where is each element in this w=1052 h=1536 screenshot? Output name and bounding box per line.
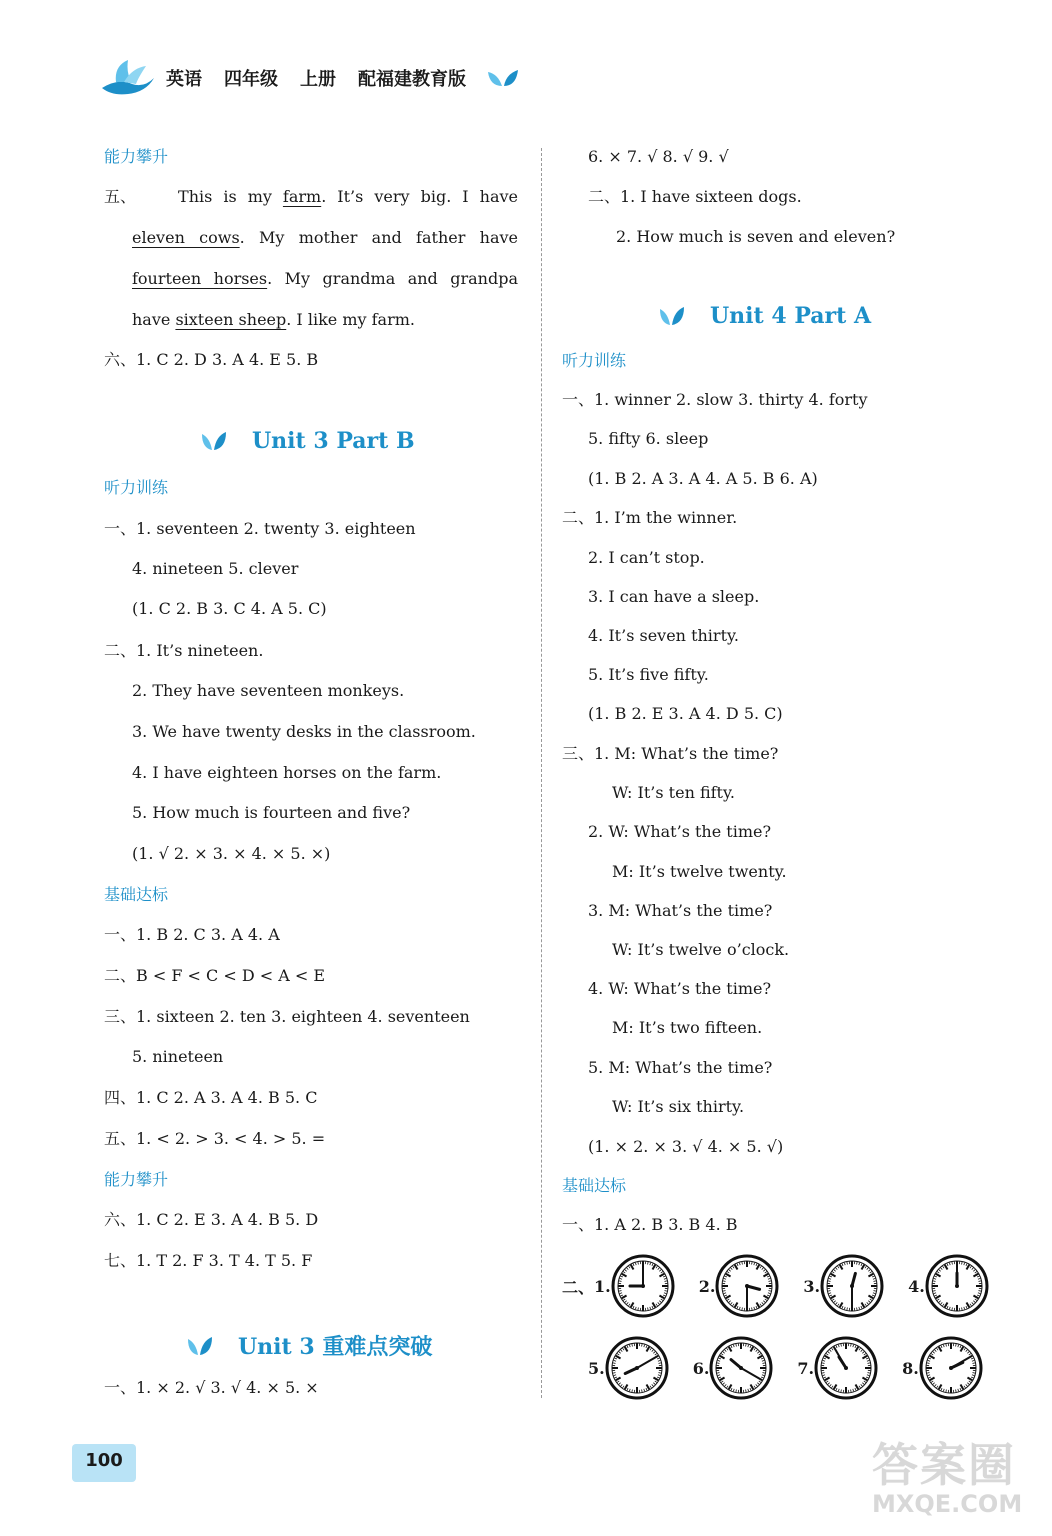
clock-item: 4.: [908, 1254, 989, 1318]
answer-line: 2. How much is seven and eleven?: [616, 227, 896, 246]
clock-tick: [769, 1291, 771, 1292]
clock-row-2: [588, 1336, 991, 1400]
clock-face-icon: [820, 1254, 884, 1318]
clock-tick: [927, 1363, 929, 1364]
clock-tick: [723, 1291, 725, 1292]
clock-tick: [632, 1344, 633, 1346]
clock-tick: [742, 1262, 743, 1264]
answer-line: (1. B 2. E 3. A 4. D 5. C): [588, 704, 783, 723]
answer-line: 6. × 7. √ 8. √ 9. √: [588, 147, 729, 166]
passage-label: 五、: [104, 187, 137, 206]
clock-tick: [613, 1373, 615, 1374]
answer-line: 五、1. < 2. > 3. < 4. > 5. =: [104, 1129, 326, 1148]
answer-line: 一、1. A 2. B 3. B 4. B: [562, 1215, 738, 1234]
answer-line: 三、1. M: What’s the time?: [562, 744, 779, 763]
clock-tick: [868, 1363, 870, 1364]
clock-tick: [927, 1373, 929, 1374]
answer-line: 4. I have eighteen horses on the farm.: [132, 763, 442, 782]
answer-line: 二、1. I’m the winner.: [562, 508, 738, 527]
clock-tick: [763, 1373, 765, 1374]
page-number: 100: [72, 1444, 136, 1482]
answer-line: 七、1. T 2. F 3. T 4. T 5. F: [104, 1251, 313, 1270]
unit-3-part-b-heading: Unit 3 Part B: [200, 428, 415, 454]
clock-tick: [955, 1344, 956, 1346]
clock-tick: [874, 1291, 876, 1292]
answer-line: 二、B < F < C < D < A < E: [104, 966, 326, 985]
clock-item: 2.: [699, 1254, 780, 1318]
section-heading-ability: 能力攀升: [104, 147, 169, 166]
clock-tick: [851, 1344, 852, 1346]
clock-item: 1.: [594, 1254, 675, 1318]
section-heading-ability: 能力攀升: [104, 1170, 169, 1189]
header-subject: 英语: [166, 69, 202, 90]
clock-tick: [647, 1308, 648, 1310]
clock-tick: [828, 1281, 830, 1282]
leaf-icon: [186, 1335, 214, 1357]
clock-face-icon: [709, 1336, 773, 1400]
clock-tick: [638, 1262, 639, 1264]
page-header: [98, 56, 520, 100]
passage-line-4: have sixteen sheep. I like my farm.: [132, 310, 415, 329]
answer-line: 一、1. winner 2. slow 3. thirty 4. forty: [562, 390, 868, 409]
answer-line: 5. fifty 6. sleep: [588, 429, 709, 448]
clock-tick: [961, 1262, 962, 1264]
answer-line: 一、1. B 2. C 3. A 4. A: [104, 925, 280, 944]
passage-line-3: fourteen horses. My grandma and grandpa: [132, 269, 518, 288]
answer-line: 3. We have twenty desks in the classroom.: [132, 722, 476, 741]
passage-line-1: 五、 This is my farm. It’s very big. I have: [104, 187, 518, 206]
answer-line: 一、1. seventeen 2. twenty 3. eighteen: [104, 519, 416, 538]
clock-tick: [933, 1281, 935, 1282]
answer-line: W: It’s ten fifty.: [612, 783, 735, 802]
clock-tick: [746, 1390, 747, 1392]
answer-line: 2. I can’t stop.: [588, 548, 705, 567]
watermark-text: 答案圈: [872, 1438, 1016, 1492]
clock-center: [739, 1366, 743, 1370]
answer-line: (1. B 2. A 3. A 4. A 5. B 6. A): [588, 469, 818, 488]
section-heading-listening: 听力训练: [104, 478, 169, 497]
clock-tick: [857, 1262, 858, 1264]
clock-tick: [874, 1281, 876, 1282]
clock-tick: [955, 1390, 956, 1392]
watermark-url: MXQE.COM: [872, 1490, 1023, 1518]
clock-tick: [632, 1390, 633, 1392]
clock-tick: [851, 1390, 852, 1392]
clock-center: [641, 1284, 645, 1288]
clock-tick: [664, 1281, 666, 1282]
clock-face-icon: [814, 1336, 878, 1400]
answer-line: M: It’s two fifteen.: [612, 1018, 763, 1037]
clock-tick: [946, 1344, 947, 1346]
answer-line: 2. They have seventeen monkeys.: [132, 681, 405, 700]
answer-line: 六、1. C 2. D 3. A 4. E 5. B: [104, 350, 319, 369]
clock-tick: [828, 1291, 830, 1292]
clock-tick: [847, 1308, 848, 1310]
clock-tick: [736, 1390, 737, 1392]
answer-line: 四、1. C 2. A 3. A 4. B 5. C: [104, 1088, 318, 1107]
clock-tick: [717, 1363, 719, 1364]
clock-center: [635, 1366, 639, 1370]
clock-tick: [868, 1373, 870, 1374]
clock-face-icon: [605, 1336, 669, 1400]
clock-tick: [763, 1363, 765, 1364]
clock-tick: [658, 1373, 660, 1374]
clock-face-icon: [919, 1336, 983, 1400]
watermark: [872, 1440, 1042, 1530]
clock-tick: [822, 1373, 824, 1374]
clock-tick: [752, 1308, 753, 1310]
leaf-icon: [658, 305, 686, 327]
answer-line: 三、1. sixteen 2. ten 3. eighteen 4. seventeen: [104, 1007, 470, 1026]
clock-tick: [769, 1281, 771, 1282]
clock-face-icon: [715, 1254, 779, 1318]
clock-tick: [664, 1291, 666, 1292]
header-volume: 上册: [300, 69, 336, 90]
clock-tick: [841, 1344, 842, 1346]
clock-tick: [658, 1363, 660, 1364]
answer-line: 5. How much is fourteen and five?: [132, 803, 411, 822]
clock-tick: [841, 1390, 842, 1392]
clock-tick: [647, 1262, 648, 1264]
bird-logo-icon: [98, 58, 158, 98]
answer-line: 二、1. I have sixteen dogs.: [588, 187, 802, 206]
clock-tick: [847, 1262, 848, 1264]
clock-tick: [978, 1281, 980, 1282]
clock-item: 8.: [902, 1336, 983, 1400]
answer-line: W: It’s six thirty.: [612, 1097, 745, 1116]
answer-line: (1. √ 2. × 3. × 4. × 5. ×): [132, 844, 331, 863]
clock-tick: [613, 1363, 615, 1364]
clock-tick: [952, 1308, 953, 1310]
answer-line: W: It’s twelve o’clock.: [612, 940, 790, 959]
clock-tick: [619, 1291, 621, 1292]
clock-center: [844, 1366, 848, 1370]
section-heading-basic: 基础达标: [104, 885, 169, 904]
clock-face-icon: [611, 1254, 675, 1318]
clock-tick: [972, 1363, 974, 1364]
clock-tick: [742, 1308, 743, 1310]
clock-tick: [946, 1390, 947, 1392]
clock-face-icon: [925, 1254, 989, 1318]
clock-tick: [619, 1281, 621, 1282]
clock-tick: [933, 1291, 935, 1292]
clock-center: [955, 1284, 959, 1288]
answer-line: 3. I can have a sleep.: [588, 587, 760, 606]
clock-item: 5.: [588, 1336, 669, 1400]
header-edition: 配福建教育版: [358, 69, 466, 90]
clock-center: [745, 1284, 749, 1288]
clock-item: 6.: [693, 1336, 774, 1400]
answer-line: 5. M: What’s the time?: [588, 1058, 773, 1077]
section-heading-basic: 基础达标: [562, 1176, 627, 1195]
answer-line: 六、1. C 2. E 3. A 4. B 5. D: [104, 1210, 319, 1229]
clock-tick: [638, 1308, 639, 1310]
clock-item: 7.: [797, 1336, 878, 1400]
header-grade: 四年级: [224, 69, 278, 90]
clock-tick: [952, 1262, 953, 1264]
clock-tick: [723, 1281, 725, 1282]
answer-line: (1. C 2. B 3. C 4. A 5. C): [132, 599, 327, 618]
unit-4-part-a-heading: Unit 4 Part A: [658, 303, 871, 329]
answer-line: 5. It’s five fifty.: [588, 665, 709, 684]
clock-tick: [978, 1291, 980, 1292]
clock-tick: [822, 1363, 824, 1364]
answer-line: 二、1. It’s nineteen.: [104, 641, 264, 660]
clock-tick: [746, 1344, 747, 1346]
answer-line: 4. nineteen 5. clever: [132, 559, 299, 578]
answer-line: 5. nineteen: [132, 1047, 224, 1066]
leaf-icon: [486, 68, 520, 88]
section-heading-listening: 听力训练: [562, 351, 627, 370]
unit-3-key-points-heading: Unit 3 重难点突破: [186, 1330, 432, 1361]
header-title: [166, 65, 466, 91]
passage-line-2: eleven cows. My mother and father have: [132, 228, 519, 247]
clock-center: [850, 1284, 854, 1288]
answer-line: 4. W: What’s the time?: [588, 979, 772, 998]
answer-line: 3. M: What’s the time?: [588, 901, 773, 920]
leaf-icon: [200, 430, 228, 452]
answer-line: 4. It’s seven thirty.: [588, 626, 739, 645]
clock-tick: [857, 1308, 858, 1310]
clock-question-label: 二、: [562, 1277, 595, 1297]
column-divider: [541, 148, 542, 1398]
clock-tick: [641, 1390, 642, 1392]
clock-row-1: [562, 1254, 997, 1318]
answer-line: M: It’s twelve twenty.: [612, 862, 787, 881]
clock-tick: [752, 1262, 753, 1264]
clock-tick: [972, 1373, 974, 1374]
clock-item: 3.: [803, 1254, 884, 1318]
clock-tick: [736, 1344, 737, 1346]
answer-line: (1. × 2. × 3. √ 4. × 5. √): [588, 1137, 784, 1156]
clock-tick: [641, 1344, 642, 1346]
clock-tick: [961, 1308, 962, 1310]
answer-line: 2. W: What’s the time?: [588, 822, 772, 841]
clock-tick: [717, 1373, 719, 1374]
clock-center: [949, 1366, 953, 1370]
answer-line: 一、1. × 2. √ 3. √ 4. × 5. ×: [104, 1378, 319, 1397]
